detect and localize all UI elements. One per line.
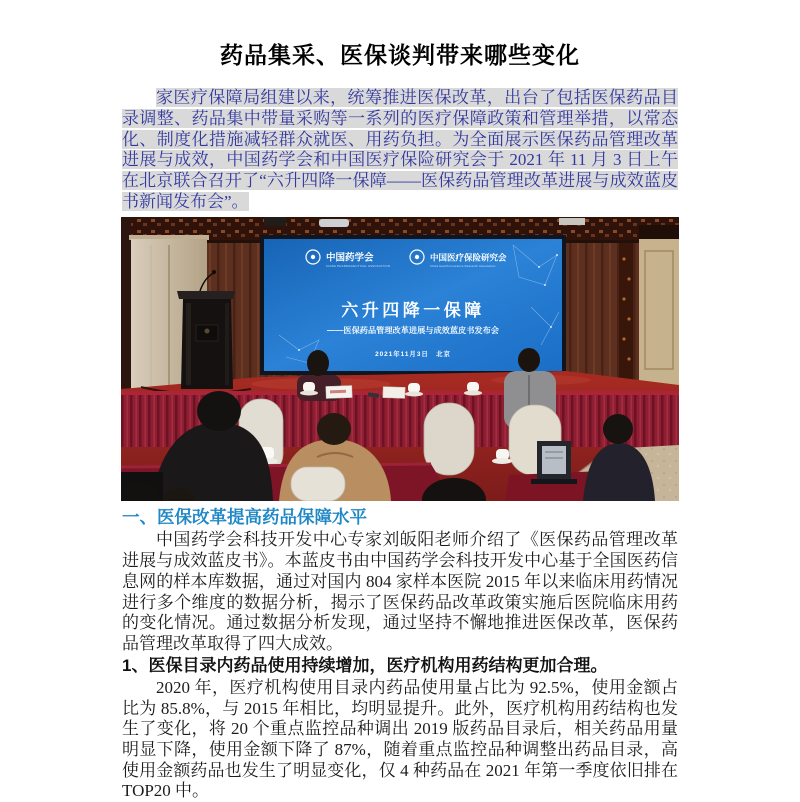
section-heading: 一、医保改革提高药品保障水平 xyxy=(122,506,367,527)
screen-logo-left-sub: CHINA PHARMACEUTICAL ASSOCIATION xyxy=(326,263,391,268)
banquet-chair xyxy=(291,467,345,501)
name-card xyxy=(383,386,405,398)
banquet-chair xyxy=(424,403,474,475)
laptop xyxy=(531,441,577,484)
sub-heading: 1、医保目录内药品使用持续增加，医疗机构用药结构更加合理。 xyxy=(122,656,608,676)
intro-paragraph xyxy=(122,88,678,213)
screen-date: 2021年11月3日 北京 xyxy=(375,350,451,358)
ceiling-vent xyxy=(319,219,349,227)
right-wall xyxy=(619,225,679,391)
conference-photo xyxy=(121,217,679,501)
screen-subtitle: ——医保药品管理改革进展与成效蓝皮书发布会 xyxy=(327,325,499,335)
page-title: 药品集采、医保谈判带来哪些变化 xyxy=(220,43,580,68)
screen-logo-left-name: 中国药学会 xyxy=(326,252,374,264)
projector xyxy=(264,217,286,226)
conference-photo-svg xyxy=(121,217,679,501)
article-page xyxy=(122,0,678,802)
screen-logo-right-sub: China Health Insurance Research Association xyxy=(430,263,496,268)
highlighted-text: 家医疗保障局组建以来，统筹推进医保改革，出台了包括医保药品目录调整、药品集中带量采购等一系列的医疗保障政策和管理举措，以常态化、制度化措施减轻群众就医、用药负担。为全面展示医保药品管理改革进展与成效，中国药学会和中国医疗保险研究会于 2021 年 11 月 3 日上午在北京联合召开了“六升四降一保障——医保药品管理改革进展与成效蓝皮书新闻发布会”。 xyxy=(122,88,678,211)
screen-title: 六升四降一保障 xyxy=(341,300,485,320)
section-paragraph: 中国药学会科技开发中心专家刘皈阳老师介绍了《医保药品管理改革进展与成效蓝皮书》。本蓝皮书由中国药学会科技开发中心基于全国医药信息网的样本库数据，通过对国内 804 家样本医院 2015 年以来临床用药情况进行多个维度的数据分析，揭示了医保药品改革政策实施后医院临床用药的变化情况。通过数据分析发现，通过坚持不懈地推进医保改革，医保药品管理改革取得了四大成效。 xyxy=(122,529,678,654)
screen-logo-right-name: 中国医疗保险研究会 xyxy=(430,252,507,263)
sub-paragraph: 2020 年，医疗机构使用目录内药品使用量占比为 92.5%，使用金额占比为 85.8%，与 2015 年相比，均明显提升。此外，医疗机构用药结构也发生了变化，将 20 个重点监控品种调出 2019 版药品目录后，相关药品用量明显下降，使用金额下降了 87%，随着重点监控品种调整出药品目录，高使用金额药品也发生了明显变化，仅 4 种药品在 2021 年第一季度依旧排在 TOP20 中。 xyxy=(122,678,678,801)
